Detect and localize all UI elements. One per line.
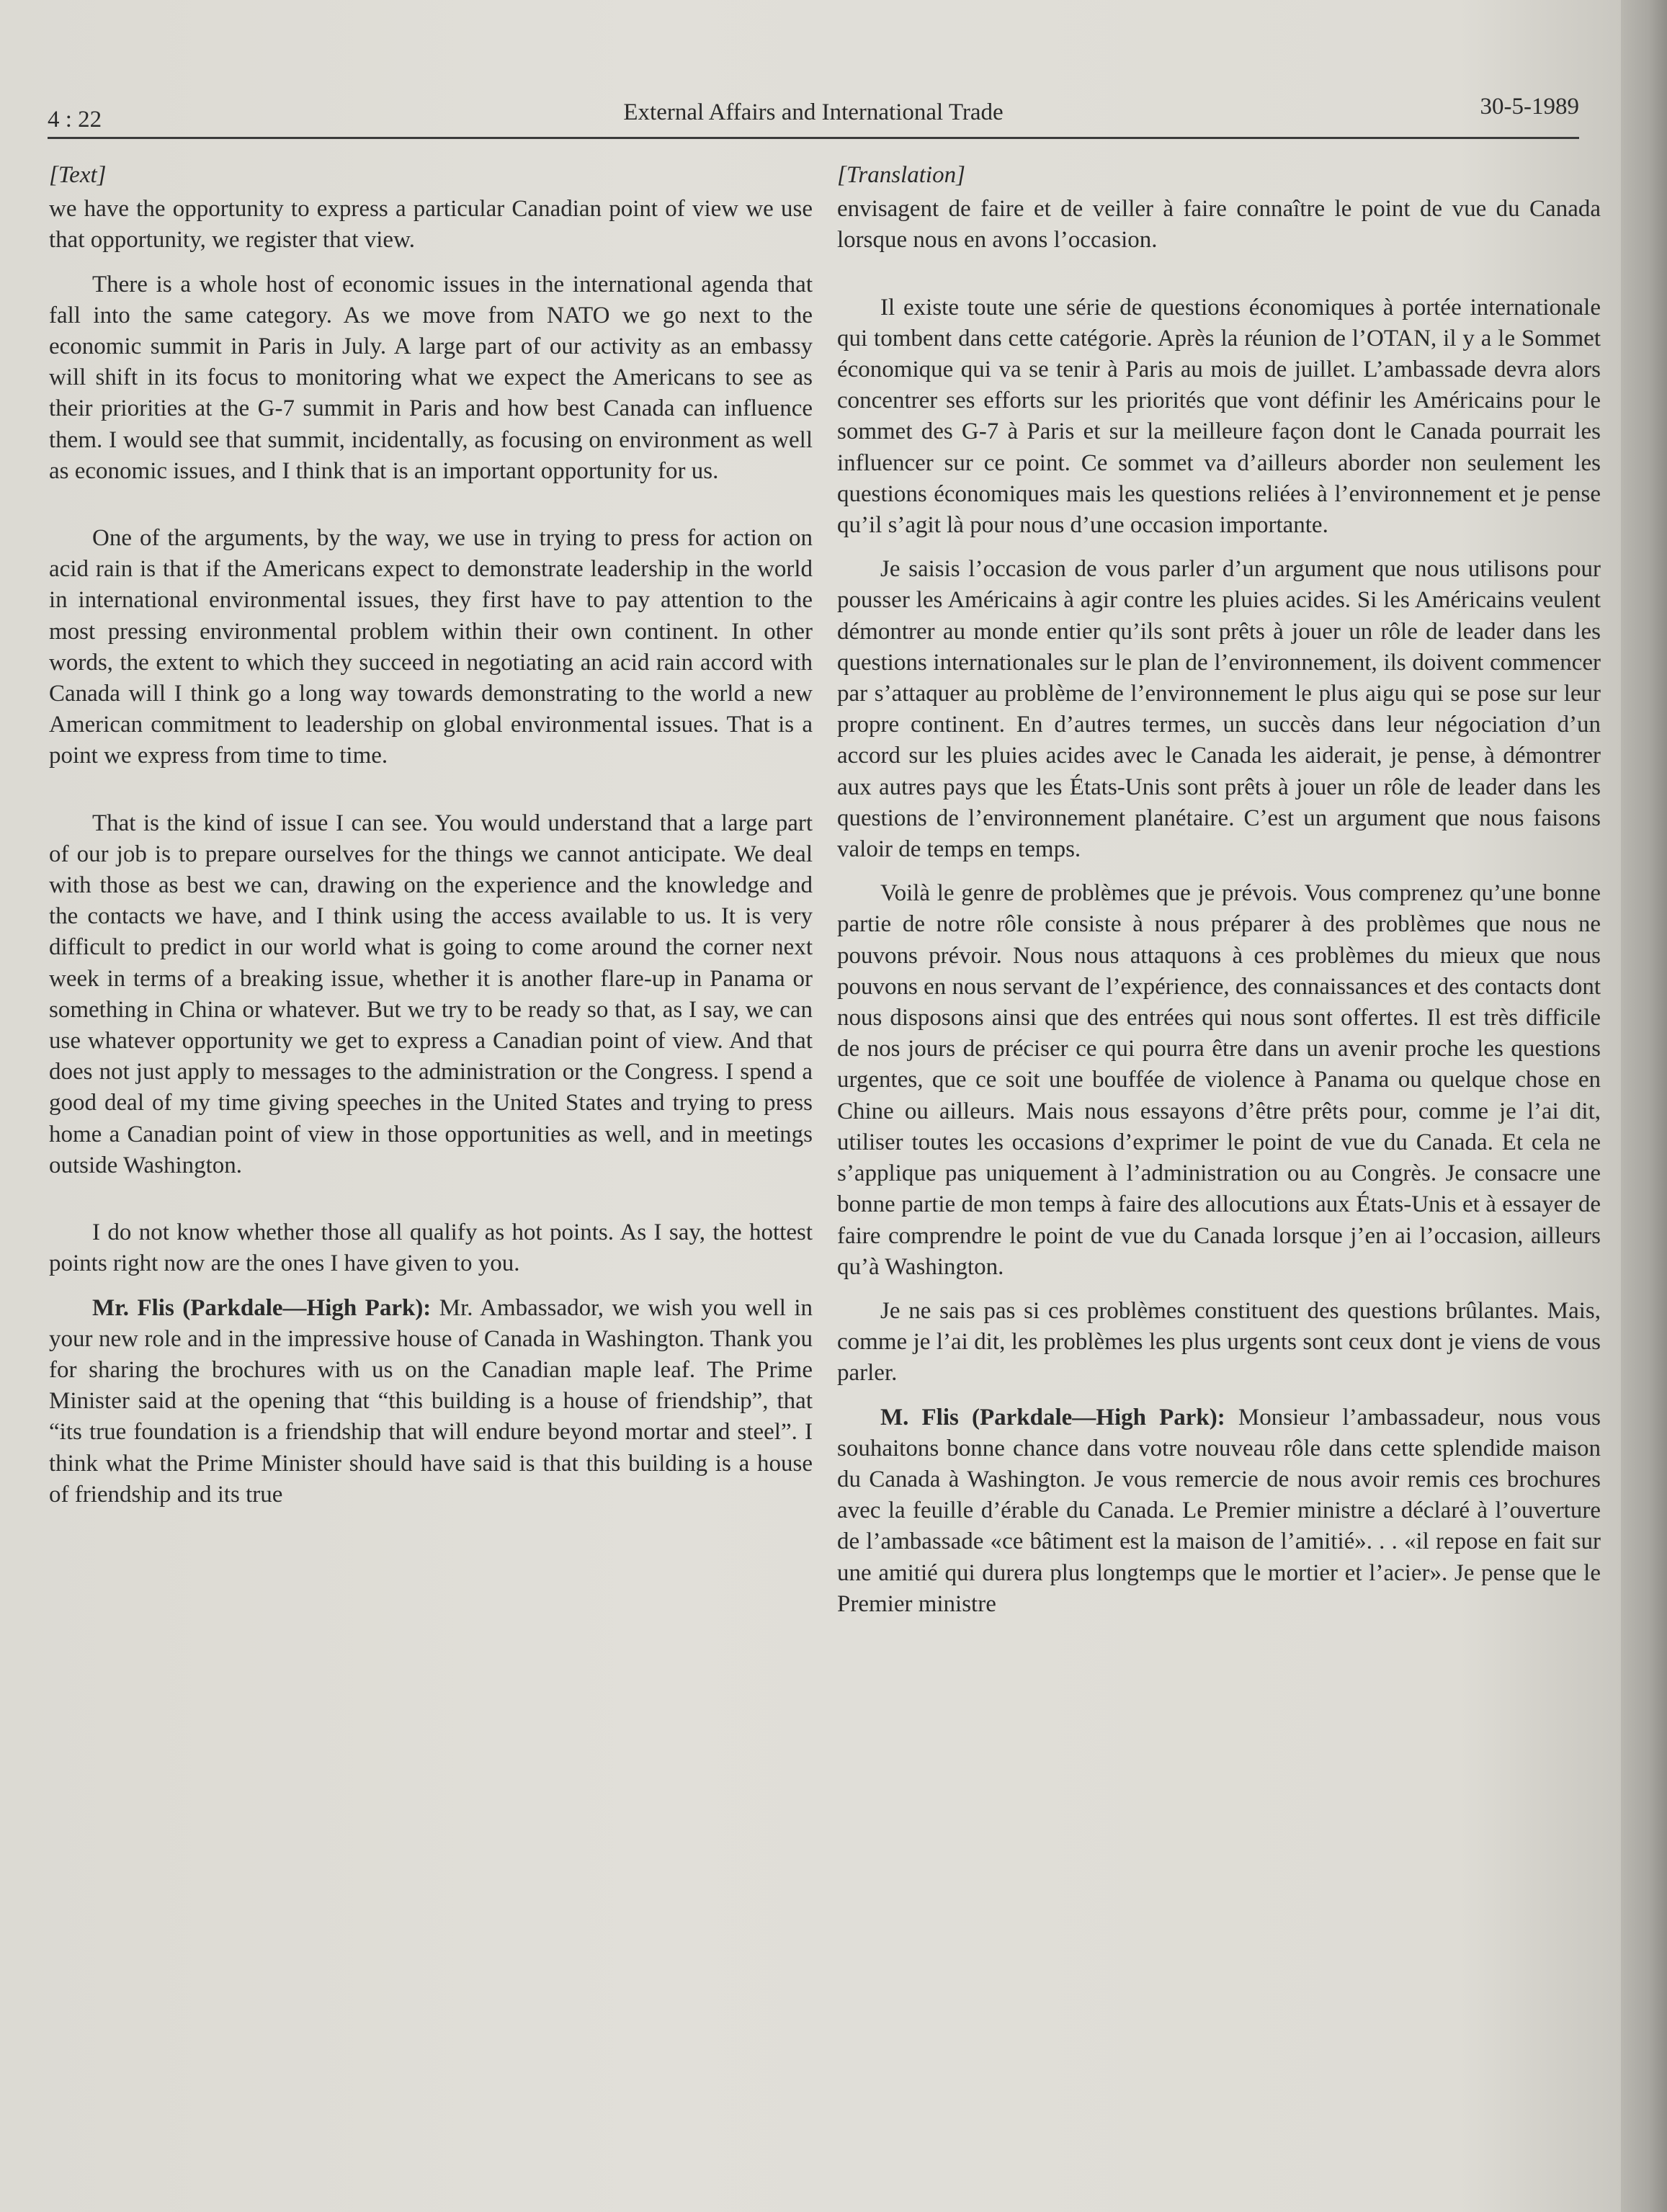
text-label: [Text]	[49, 162, 107, 188]
header-title: External Affairs and International Trade	[623, 99, 1004, 125]
paragraph: That is the kind of issue I can see. You would understand that a large part of our job is to prepare ourselves for the things we cannot anticipate. We deal with those as best we can, drawing on the experience and the knowledge and the contacts we have, and I think using the access available to us. It is very difficult to predict in our world what is going to come around the corner next week in terms of a breaking issue, whether it is another flare-up in Panama or something in China or whatever. But we try to be ready so that, as I say, we can use whatever opportunity we get to express a Canadian point of view. And that does not just apply to messages to the administration or the Congress. I spend a good deal of my time giving speeches in the United States and trying to press home a Canadian point of view in those opportunities as well, and in meetings outside Washington.	[49, 810, 813, 1178]
speaker-text: Monsieur l’ambassadeur, nous vous souhaitons bonne chance dans votre nouveau rôle dans cette splendide maison du Canada à Washington. Je vous remercie de nous avoir remis ces brochures avec la feuille d’érable du Canada. Le Premier ministre a déclaré à l’ouverture de l’ambassade «ce bâtiment est la maison de l’amitié». . . «il repose en fait sur une amitié qui durera plus longtemps que le mortier et l’acier». Je pense que le Premier ministre	[837, 1404, 1601, 1617]
page-number: 4 : 22	[48, 107, 102, 133]
paragraph: Je saisis l’occasion de vous parler d’un argument que nous utilisons pour pousser les Américains à agir contre les pluies acides. Si les Américains veulent démontrer au monde entier qu’ils sont prêts à jouer un rôle de leader dans les questions internationales sur le plan de l’environnement, ils doivent commencer par s’attaquer au problème de l’environnement le plus aigu qui se pose sur leur propre continent. En d’autres termes, un succès dans leur négociation d’un accord sur les pluies acides avec le Canada les aiderait, je pense, à démontrer aux autres pays que les États-Unis sont prêts à jouer un rôle de leader dans les questions de l’environnement planétaire. C’est un argument que nous faisons valoir de temps en temps.	[837, 556, 1601, 863]
translation-label: [Translation]	[837, 162, 965, 188]
paragraph: Il existe toute une série de questions économiques à portée internationale qui tombent dans cette catégorie. Après la réunion de l’OTAN, il y a le Sommet économique qui va se tenir à Paris au mois de juillet. L’ambassade devra alors concentrer ses efforts sur les priorités que vont définir les Américains pour le sommet des G-7 à Paris et sur la meilleure façon dont le Canada pourrait les influencer sur ce point. Ce sommet va d’ailleurs aborder non seulement les questions économiques mais les questions reliées à l’environnement et je pense qu’il s’agit là pour nous d’une occasion importante.	[837, 294, 1601, 539]
paragraph: I do not know whether those all qualify as hot points. As I say, the hottest points right now are the ones I have given to you.	[49, 1219, 813, 1277]
header-rule	[48, 137, 1579, 139]
speaker-paragraph	[837, 1402, 1601, 1620]
running-head	[48, 94, 1579, 133]
english-column	[49, 160, 813, 1523]
french-column	[837, 160, 1601, 1633]
speaker-text: Mr. Ambassador, we wish you well in your new role and in the impressive house of Canada in Washington. Thank you for sharing the brochures with us on the Canadian maple leaf. The Prime Minister said at the opening that “this building is a house of friendship”, that “its true foundation is a friendship that will endure beyond mortar and steel”. I think what the Prime Minister should have said is that this building is a house of friendship and its true	[49, 1294, 813, 1508]
paragraph: Je ne sais pas si ces problèmes constituent des questions brûlantes. Mais, comme je l’ai dit, les problèmes les plus urgents sont ceux dont je viens de vous parler.	[837, 1297, 1601, 1387]
paragraph: There is a whole host of economic issues in the international agenda that fall into the same category. As we move from NATO we go next to the economic summit in Paris in July. A large part of our activity as an embassy will shift in its focus to monitoring what we expect the Americans to see as their priorities at the G-7 summit in Paris and how best Canada can influence them. I would see that summit, incidentally, as focusing on environment as well as economic issues, and I think that is an important opportunity for us.	[49, 271, 813, 484]
speaker-name: Mr. Flis (Parkdale—High Park):	[92, 1294, 432, 1321]
paragraph: One of the arguments, by the way, we use in trying to press for action on acid rain is that if the Americans expect to demonstrate leadership in the world in international environmental issues, they first have to pay attention to the most pressing environmental problem within their own continent. In other words, the extent to which they succeed in negotiating an acid rain accord with Canada will I think go a long way towards demonstrating to the world a new American commitment to leadership on global environmental issues. That is a point we express from time to time.	[49, 525, 813, 769]
paragraph: we have the opportunity to express a particular Canadian point of view we use that opportunity, we register that view.	[49, 196, 813, 254]
page-edge-shadow	[1621, 0, 1667, 2212]
speaker-paragraph	[49, 1293, 813, 1510]
paragraph: envisagent de faire et de veiller à faire connaître le point de vue du Canada lorsque nous en avons l’occasion.	[837, 196, 1601, 254]
paragraph: Voilà le genre de problèmes que je prévois. Vous comprenez qu’une bonne partie de notre rôle consiste à nous préparer à des problèmes que nous ne pouvons prévoir. Nous nous attaquons à ces problèmes du mieux que nous pouvons en nous servant de l’expérience, des connaissances et des contacts dont nous disposons ainsi que des entrées qui nous sont offertes. Il est très difficile de nos jours de préciser ce qui pourra être dans un avenir proche les questions urgentes, que ce soit une bouffée de violence à Panama ou quelque chose en Chine ou ailleurs. Mais nous essayons d’être prêts pour, comme je l’ai dit, utiliser toutes les occasions d’exprimer le point de vue du Canada. Et cela ne s’applique pas uniquement à l’administration ou au Congrès. Je consacre une bonne partie de mon temps à faire des allocutions aux États-Unis et à essayer de faire comprendre le point de vue du Canada lorsque j’en ai l’occasion, ailleurs qu’à Washington.	[837, 880, 1601, 1280]
speaker-name: M. Flis (Parkdale—High Park):	[880, 1404, 1225, 1430]
header-date: 30-5-1989	[1480, 94, 1579, 120]
